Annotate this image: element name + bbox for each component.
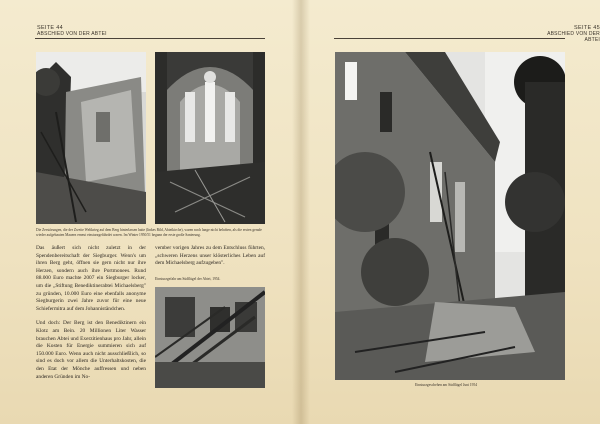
paragraph: vember vorigen Jahres zu dem Entschluss führten, „schweren Herzens unser klösterliches Leben auf dem Michaelsberg aufzugeben". (155, 245, 265, 267)
left-text-column-2 (155, 245, 265, 275)
ruined-wall-photo (36, 52, 146, 224)
right-page-number: SEITE 45 (574, 25, 600, 31)
left-page-header (37, 25, 107, 37)
left-text-column-1 (36, 245, 146, 388)
south-wing-photo (155, 287, 265, 388)
left-header-rule (35, 38, 265, 39)
left-page-number: SEITE 44 (37, 25, 63, 31)
right-page (302, 0, 600, 424)
right-page-header (531, 25, 600, 43)
left-page (0, 0, 298, 424)
paragraph: Das äußert sich nicht zuletzt in der Spendenbereitschaft der Siegburger. Wenn's um ihren Berg geht, öffnen sie gern nicht nur ihre Herzen, sondern auch ihre Portmonees. Rund 88.000 Euro machte 2007 ein Siegburger locker, um die „Stiftung Benediktinerabtei Michaelsberg" zu gründen, 10.000 Euro eine ebenfalls anonyme Siegburgerin zwei Jahre zuvor für eine neue Schiefermitra auf dem Johanniständchen. (36, 245, 146, 312)
church-interior-photo (155, 52, 265, 224)
left-section-title: ABSCHIED VON DER ABTEI (37, 31, 107, 37)
right-section-title: ABSCHIED VON DER ABTEI (547, 31, 600, 43)
small-photo-caption: Einsturzgefahr am Südflügel der Abtei, 1954. (155, 277, 221, 281)
large-photo-caption: Einsturzgeschehen am Südflügel Juni 1954 (414, 383, 478, 387)
collapsing-building-photo (335, 52, 565, 380)
right-header-rule (334, 38, 565, 39)
top-photos-caption: Die Zerstörungen, die der Zweite Weltkrieg auf dem Berg hinterlassen hatte (linkes Bild, Abteikirche), waren noch lange nicht behoben, als die ersten gerade wieder aufgebauten Mauern erneut einsturzgefährdet waren. Im Winter 1950/51 begann der erste große Sanierung. (36, 228, 262, 237)
paragraph: Und doch: Der Berg ist den Benediktinern ein Klotz am Bein. 20 Millionen Liter Wasser brauchen Abtei und Exerzitienhaus pro Jahr, allein die Kosten für Energie summieren sich auf 150.000 Euro. Wenn auch nicht ausschließlich, so sind es doch vor allem die Unterhaltskosten, die den Etat der Mönche auffressen und neben anderen Gründen im No- (36, 320, 146, 380)
